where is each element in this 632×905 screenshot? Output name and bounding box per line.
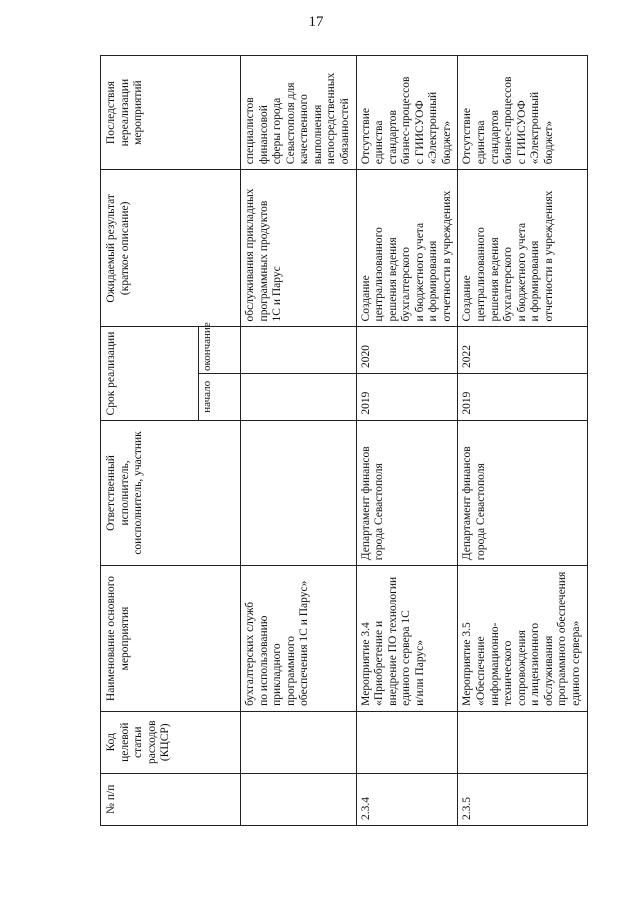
header-consequences: Последствия нереализации мероприятий [101, 56, 241, 170]
cell-code [241, 711, 357, 773]
cell-num [241, 773, 357, 825]
cell-name: Мероприятие 3.4 «Приобретение и внедрение ПО технологии единого сервера 1С и/или Парус» [356, 566, 458, 712]
cell-start [241, 374, 357, 421]
table-row [458, 56, 587, 826]
cell-code [356, 711, 458, 773]
cell-name: Мероприятие 3.5 «Обеспечение информационно- технического сопровождения и лицензионного обслуживания программного обеспечения единого сервера» [458, 566, 587, 712]
cell-consequences: Отсутствие единства стандартов бизнес-процессов с ГИИСУОФ «Электронный бюджет» [458, 56, 587, 170]
table-row [241, 56, 357, 826]
header-code: Код целевой статьи расходов (КЦСР) [101, 711, 241, 773]
cell-consequences: специалистов финансовой сферы города Севастополя для качественного выполнения непосредственных обязанностей [241, 56, 357, 170]
cell-num: 2.3.5 [458, 773, 587, 825]
cell-responsible: Департамент финансов города Севастополя [458, 420, 587, 566]
cell-result: Создание централизованного решения ведения бухгалтерского и бюджетного учета и формирования отчетности в учреждениях [458, 170, 587, 327]
cell-result: Создание централизованного решения ведения бухгалтерского и бюджетного учета и формирования отчетности в учреждениях [356, 170, 458, 327]
cell-end: 2020 [356, 327, 458, 374]
cell-code [458, 711, 587, 773]
header-responsible: Ответственный исполнитель, соисполнитель, участник [101, 420, 241, 566]
header-term: Срок реализации [101, 327, 199, 420]
cell-start: 2019 [458, 374, 587, 421]
measures-table [100, 55, 588, 826]
header-name: Наименование основного мероприятия [101, 566, 241, 712]
cell-end [241, 327, 357, 374]
table-row [356, 56, 458, 826]
header-result: Ожидаемый результат (краткое описание) [101, 170, 241, 327]
header-num: № п/п [101, 773, 241, 825]
cell-end: 2022 [458, 327, 587, 374]
cell-responsible [241, 420, 357, 566]
cell-start: 2019 [356, 374, 458, 421]
cell-consequences: Отсутствие единства стандартов бизнес-процессов с ГИИСУОФ «Электронный бюджет» [356, 56, 458, 170]
cell-result: обслуживания прикладных программных продуктов 1С и Парус [241, 170, 357, 327]
header-term-end: окончание [199, 327, 241, 374]
rotated-table-wrapper [100, 55, 582, 826]
page-number: 17 [308, 14, 324, 30]
cell-num: 2.3.4 [356, 773, 458, 825]
header-term-start: начало [199, 374, 241, 421]
cell-responsible: Департамент финансов города Севастополя [356, 420, 458, 566]
cell-name: бухгалтерских служб по использованию прикладного программного обеспечения 1С и Парус» [241, 566, 357, 712]
